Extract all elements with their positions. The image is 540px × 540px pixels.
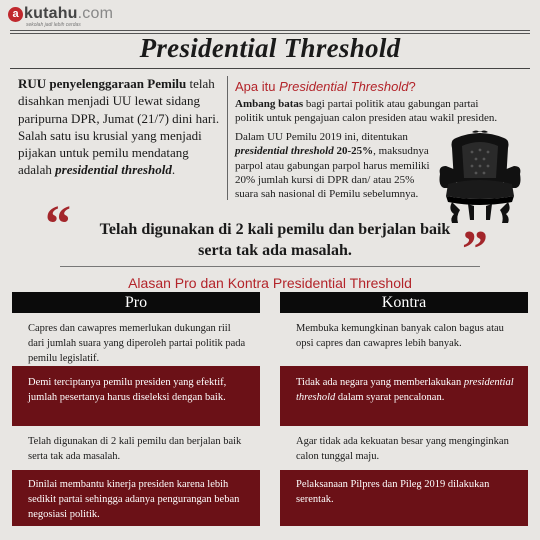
quote-open-icon: “ [45,196,71,253]
logo-tagline: sekolah jadi lebih cerdas [26,22,81,28]
explainer-heading-plain: Apa itu [235,79,280,94]
explainer-p1-bold: Ambang batas [235,98,304,110]
quote-close-icon: ” [462,221,488,278]
explainer-p2-rest: , maksudnya parpol atau gabungan parpol harus memiliki 20% jumlah kursi di DPR dan/ atau 25% suara sah nasional di Pemilu sebelumnya. [235,145,430,201]
explainer-p1 [235,97,500,126]
page-title: Presidential Threshold [139,33,401,63]
explainer-heading-italic: Presidential Threshold [279,79,409,94]
kontra-item-4: Pelaksanaan Pilpres dan Pileg 2019 dilakukan serentak. [280,470,528,526]
vertical-divider [227,76,228,200]
intro-paragraph [18,75,221,179]
explainer-p2-percent: 20-25% [333,145,374,158]
quote-text: Telah digunakan di 2 kali pemilu dan berjalan baik serta tak ada masalah. [99,221,451,259]
quote-divider [60,266,480,267]
explainer-p2 [235,130,433,202]
kontra-item-1: Membuka kemungkinan banyak calon bagus atau opsi capres dan cawapres lebih banyak. [280,314,528,366]
intro-end: . [171,162,176,178]
pro-item-3: Telah digunakan di 2 kali pemilu dan berjalan baik serta tak ada masalah. [12,426,260,470]
intro-body: telah disahkan menjadi UU lewat sidang paripurna DPR, Jumat (21/7) dini hari. Salah satu isu krusial yang menjadi pijakan untuk pemilu mendatang adalah [18,76,220,178]
kontra-item-2-term: presidential threshold [296,377,514,403]
throne-chair-icon [434,130,526,225]
intro-lead: RUU penyelenggaraan Pemilu [18,76,187,91]
pro-item-1: Capres dan cawapres memerlukan dukungan riil dari jumlah suara yang diperoleh partai politik pada pemilu legislatif. [12,314,260,366]
kontra-item-2-end: dalam syarat pencalonan. [335,392,445,403]
kontra-item-2-start: Tidak ada negara yang memberlakukan [296,377,464,388]
logo-domain: .com [77,5,114,22]
title-divider [10,68,530,69]
logo-circle-icon: a [8,7,23,22]
kontra-item-3: Agar tidak ada kekuatan besar yang menginginkan calon tunggal maju. [280,426,528,470]
kontra-item-2 [280,366,528,426]
explainer-p2-start: Dalam UU Pemilu 2019 ini, ditentukan [235,130,408,143]
section-title: Alasan Pro dan Kontra Presidential Threshold [128,275,412,291]
logo-wordmark [24,5,113,23]
intro-term: presidential threshold [55,162,172,178]
site-logo[interactable] [8,6,158,28]
kontra-header: Kontra [280,292,528,313]
logo-word: kutahu [24,5,78,22]
explainer-heading-end: ? [408,79,416,94]
pro-item-2: Demi terciptanya pemilu presiden yang efektif, jumlah pesertanya harus diseleksi dengan baik. [12,366,260,426]
pro-header: Pro [12,292,260,313]
explainer-p2-term: presidential threshold [235,145,334,158]
explainer-p1-rest: bagi partai politik atau gabungan partai politik untuk pengajuan calon presiden atau wakil presiden. [235,98,498,125]
explainer-heading [235,79,416,94]
pro-item-4: Dinilai membantu kinerja presiden karena lebih sedikit partai sehingga adanya pengurangan beban negosiasi politik. [12,470,260,526]
